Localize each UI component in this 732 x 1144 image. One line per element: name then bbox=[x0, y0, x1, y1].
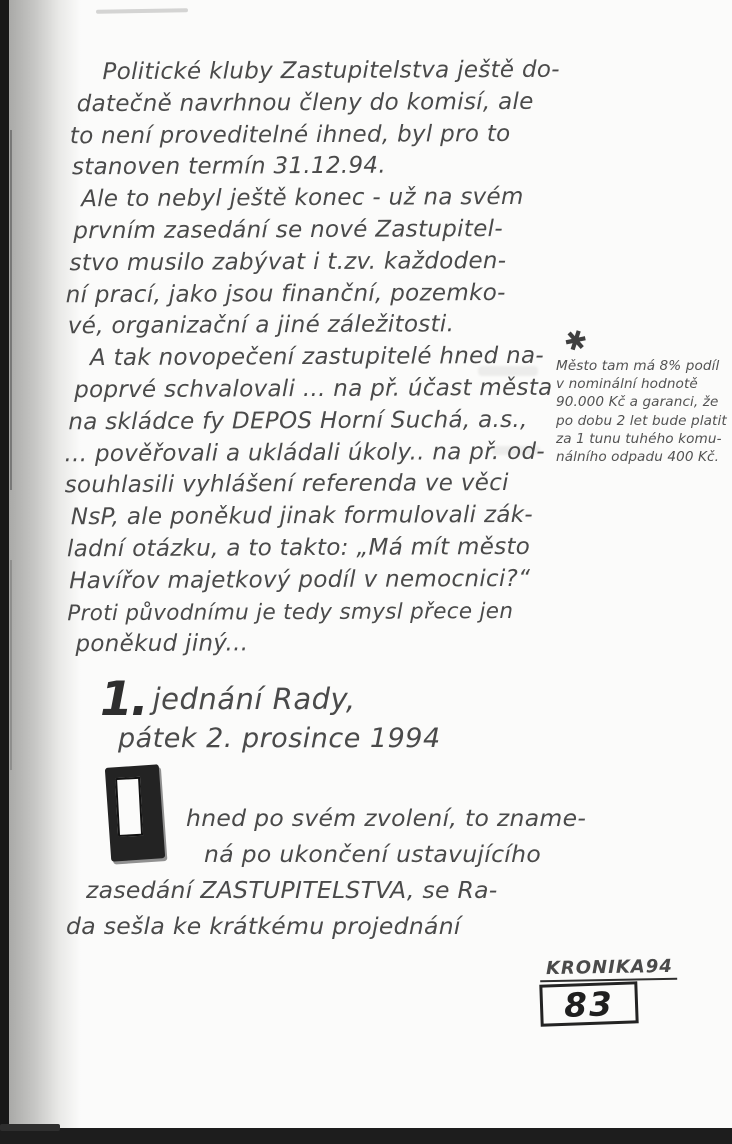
text-line: stanoven termín 31.12.94. bbox=[71, 153, 387, 181]
page-number: 83 bbox=[563, 983, 615, 1025]
chronicle-label: KRONIKA94 bbox=[540, 956, 677, 982]
text-line: zasedání ZASTUPITELSTVA, se Ra- bbox=[86, 876, 498, 904]
section-subtitle: pátek 2. prosince 1994 bbox=[118, 723, 441, 754]
asterisk-marker: ✱ bbox=[559, 323, 591, 360]
text-line: Ale to nebyl ještě konec - už na svém bbox=[81, 184, 524, 213]
text-line: souhlasili vyhlášení referenda ve věci bbox=[64, 470, 509, 499]
gutter-crease-line bbox=[10, 130, 12, 490]
scan-bottom-edge bbox=[0, 1128, 732, 1144]
margin-note-line: po dobu 2 let bude platit bbox=[556, 412, 727, 429]
margin-note-line: za 1 tunu tuhého komu- bbox=[556, 430, 722, 447]
text-line: Politické kluby Zastupitelstva ještě do- bbox=[102, 56, 560, 86]
text-line: ladní otázku, a to takto: „Má mít město bbox=[66, 533, 531, 563]
text-line: poprvé schvalovali ... na př. účast města bbox=[74, 374, 553, 404]
text-line: vé, organizační a jiné záležitosti. bbox=[67, 311, 455, 340]
margin-note bbox=[556, 323, 727, 466]
text-line: Havířov majetkový podíl v nemocnici?“ bbox=[69, 565, 531, 595]
text-line: ní prací, jako jsou finanční, pozemko- bbox=[65, 279, 506, 308]
margin-note-line: nálního odpadu 400 Kč. bbox=[556, 449, 720, 466]
margin-note-line: Město tam má 8% podíl bbox=[556, 358, 720, 374]
scan-bottom-smudge bbox=[0, 1124, 60, 1131]
section-heading bbox=[100, 672, 441, 754]
text-line: datečně navrhnou členy do komisí, ale bbox=[76, 88, 534, 118]
section-number: 1. bbox=[100, 672, 147, 727]
text-line: prvním zasedání se nové Zastupitel- bbox=[73, 215, 503, 245]
main-text-block bbox=[62, 55, 563, 662]
text-line: NsP, ale poněkud jinak formulovali zák- bbox=[70, 502, 534, 531]
page-number-box bbox=[539, 981, 638, 1026]
page-footer bbox=[540, 957, 677, 1025]
section-body-block bbox=[64, 800, 586, 944]
text-line: da sešla ke krátkému projednání bbox=[66, 912, 461, 940]
section-title: jednání Rady, bbox=[152, 682, 356, 716]
text-line: ... pověřovali a ukládali úkoly.. na př. od- bbox=[64, 438, 545, 467]
margin-note-line: v nominální hodnotě bbox=[556, 376, 698, 393]
margin-note-line: 90.000 Kč a garanci, že bbox=[556, 394, 719, 411]
text-line: na skládce fy DEPOS Horní Suchá, a.s., bbox=[68, 406, 528, 436]
text-line: hned po svém zvolení, to zname- bbox=[186, 804, 587, 832]
text-line: to není proveditelné ihned, byl pro to bbox=[69, 120, 511, 149]
gutter-crease-line bbox=[10, 560, 12, 770]
scan-top-smudge bbox=[96, 8, 188, 14]
text-line: Proti původnímu je tedy smysl přece jen bbox=[67, 598, 514, 626]
text-line: ná po ukončení ustavujícího bbox=[204, 840, 542, 868]
text-line: poněkud jiný... bbox=[75, 630, 249, 658]
book-binding-strip bbox=[0, 0, 9, 1144]
text-line: A tak novopečení zastupitelé hned na- bbox=[89, 342, 545, 372]
text-line: stvo musilo zabývat i t.zv. každoden- bbox=[69, 247, 507, 277]
